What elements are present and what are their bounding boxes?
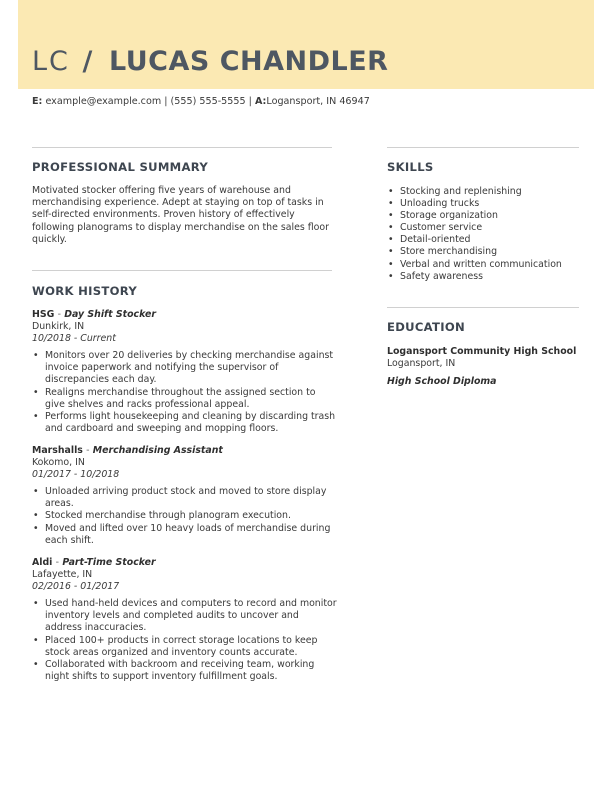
contact-separator: | bbox=[248, 96, 252, 107]
education-entry bbox=[387, 346, 587, 388]
initials: LC bbox=[32, 46, 70, 77]
job-dates: 10/2018 - Current bbox=[32, 333, 116, 345]
job-bullets bbox=[32, 350, 337, 435]
list-item: • Realigns merchandise throughout the assigned section to give shelves and racks professional appeal. bbox=[32, 387, 337, 411]
job-entry bbox=[32, 309, 337, 435]
skill-item: • Stocking and replenishing bbox=[387, 186, 587, 198]
address-label: A: bbox=[254, 96, 267, 107]
title-separator: - bbox=[86, 445, 90, 456]
skill-item: • Detail-oriented bbox=[387, 234, 587, 246]
divider bbox=[32, 270, 332, 271]
job-title-line bbox=[32, 445, 337, 457]
job-entry bbox=[32, 557, 337, 683]
company: Marshalls bbox=[32, 445, 83, 456]
job-title: Part-Time Stocker bbox=[62, 557, 156, 568]
work-history-heading: WORK HISTORY bbox=[32, 284, 138, 298]
company: HSG bbox=[32, 309, 55, 320]
list-item: • Monitors over 20 deliveries by checking merchandise against invoice paperwork and notifying the supervisor of discrepancies each day. bbox=[32, 350, 337, 386]
list-item: • Placed 100+ products in correct storage locations to keep stock areas organized and inventory counts accurate. bbox=[32, 635, 337, 659]
name-heading bbox=[32, 46, 388, 77]
job-dates: 02/2016 - 01/2017 bbox=[32, 581, 120, 593]
summary-heading: PROFESSIONAL SUMMARY bbox=[32, 160, 209, 174]
job-location: Lafayette, IN bbox=[32, 569, 93, 581]
skill-item: • Customer service bbox=[387, 222, 587, 234]
divider bbox=[387, 307, 579, 308]
skill-item: • Verbal and written communication bbox=[387, 259, 587, 271]
divider bbox=[32, 147, 332, 148]
job-title: Merchandising Assistant bbox=[92, 445, 223, 456]
skills-list bbox=[387, 186, 587, 283]
list-item: • Stocked merchandise through planogram execution. bbox=[32, 510, 337, 522]
skill-item: • Storage organization bbox=[387, 210, 587, 222]
skill-item: • Safety awareness bbox=[387, 271, 587, 283]
name-slash: / bbox=[82, 46, 93, 77]
job-title-line bbox=[32, 309, 337, 321]
address: Logansport, IN 46947 bbox=[266, 96, 370, 107]
email-label: E: bbox=[32, 96, 43, 107]
degree: High School Diploma bbox=[387, 376, 497, 388]
skill-item: • Unloading trucks bbox=[387, 198, 587, 210]
job-bullets bbox=[32, 486, 337, 546]
phone: (555) 555-5555 bbox=[170, 96, 246, 107]
list-item: • Unloaded arriving product stock and moved to store display areas. bbox=[32, 486, 337, 510]
email[interactable]: example@example.com bbox=[45, 96, 162, 107]
job-location: Kokomo, IN bbox=[32, 457, 85, 469]
skill-item: • Store merchandising bbox=[387, 246, 587, 258]
school-location: Logansport, IN bbox=[387, 358, 456, 370]
school-name: Logansport Community High School bbox=[387, 346, 577, 357]
job-entry bbox=[32, 445, 337, 547]
summary-text: Motivated stocker offering five years of warehouse and merchandising experience. Adept at staying on top of tasks in self-directed environments. Proven history of effectively following planograms to display merchandise on the sales floor quickly. bbox=[32, 185, 329, 245]
list-item: • Used hand-held devices and computers to record and monitor inventory levels and completed audits to uncover and address inaccuracies. bbox=[32, 598, 337, 634]
list-item: • Collaborated with backroom and receiving team, working night shifts to support inventory fulfillment goals. bbox=[32, 659, 337, 683]
company: Aldi bbox=[32, 557, 53, 568]
contact-line bbox=[32, 96, 370, 107]
title-separator: - bbox=[57, 309, 61, 320]
title-separator: - bbox=[55, 557, 60, 568]
contact-separator: | bbox=[164, 96, 168, 107]
job-title-line bbox=[32, 557, 337, 569]
job-dates: 01/2017 - 10/2018 bbox=[32, 469, 120, 481]
skills-heading: SKILLS bbox=[387, 160, 434, 174]
list-item: • Performs light housekeeping and cleaning by discarding trash and cardboard and sweeping and mopping floors. bbox=[32, 411, 337, 435]
full-name: LUCAS CHANDLER bbox=[108, 46, 389, 77]
job-bullets bbox=[32, 598, 337, 683]
job-location: Dunkirk, IN bbox=[32, 321, 85, 333]
job-title: Day Shift Stocker bbox=[64, 309, 156, 320]
divider bbox=[387, 147, 579, 148]
list-item: • Moved and lifted over 10 heavy loads of merchandise during each shift. bbox=[32, 523, 337, 547]
education-heading: EDUCATION bbox=[387, 320, 466, 334]
